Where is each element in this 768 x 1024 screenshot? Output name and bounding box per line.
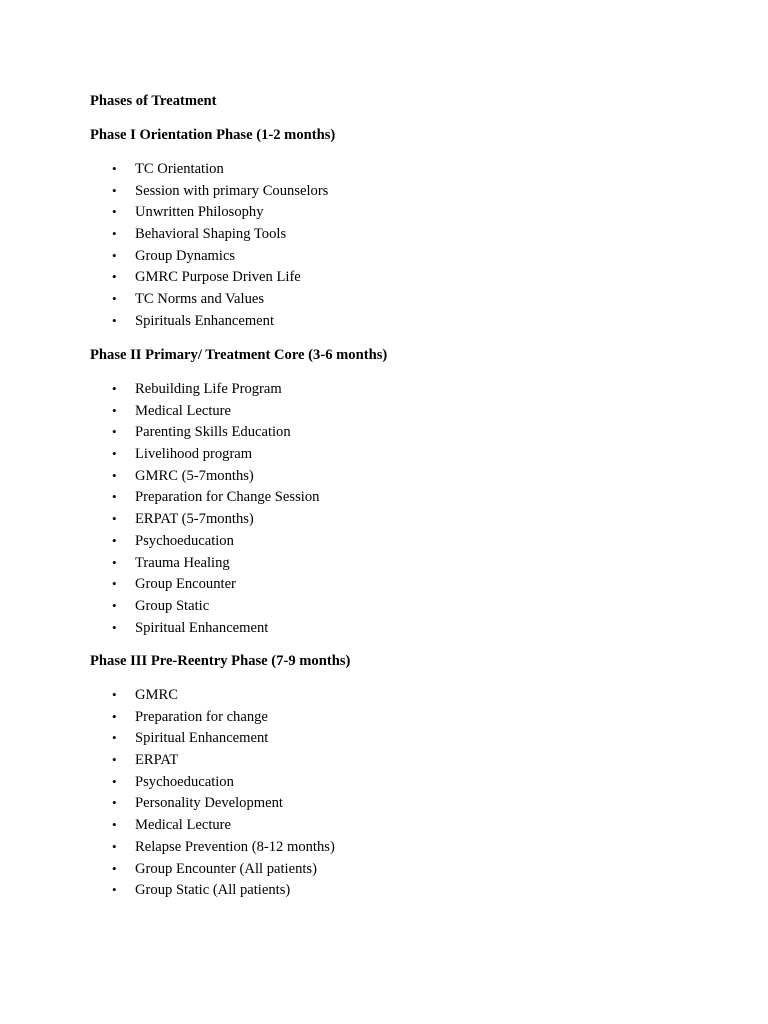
list-item-text: Trauma Healing: [135, 554, 230, 571]
bullet-icon: •: [112, 882, 117, 898]
bullet-icon: •: [112, 204, 117, 220]
list-item-text: Group Static: [135, 597, 210, 614]
bullet-icon: •: [112, 795, 117, 811]
list-item-text: Parenting Skills Education: [135, 424, 291, 441]
bullet-icon: •: [112, 708, 117, 724]
list-item-text: Spiritual Enhancement: [135, 730, 269, 747]
list-item-text: TC Norms and Values: [135, 291, 265, 308]
bullet-icon: •: [112, 532, 117, 548]
list-item-text: Psychoeducation: [135, 773, 234, 790]
list-item-text: Group Encounter (All patients): [135, 860, 317, 877]
list-item-text: TC Orientation: [135, 161, 224, 177]
list-item-text: Medical Lecture: [135, 817, 232, 834]
list-item-text: Preparation for Change Session: [135, 489, 320, 506]
bullet-icon: •: [112, 446, 117, 462]
list-item-text: Group Dynamics: [135, 247, 236, 264]
bullet-icon: •: [112, 838, 117, 854]
document-title: Phases of Treatment: [90, 93, 217, 109]
list-item-text: Psychoeducation: [135, 532, 234, 549]
bullet-icon: •: [112, 424, 117, 440]
list-item-text: Personality Development: [135, 795, 283, 812]
bullet-icon: •: [112, 161, 117, 176]
list-item-text: GMRC Purpose Driven Life: [135, 269, 301, 286]
bullet-icon: •: [112, 182, 117, 198]
bullet-icon: •: [112, 554, 117, 570]
bullet-icon: •: [112, 619, 117, 635]
bullet-icon: •: [112, 312, 117, 328]
bullet-icon: •: [112, 402, 117, 418]
bullet-icon: •: [112, 687, 117, 702]
bullet-icon: •: [112, 730, 117, 746]
list-item-text: Spirituals Enhancement: [135, 312, 275, 329]
bullet-icon: •: [112, 489, 117, 505]
bullet-icon: •: [112, 576, 117, 592]
bullet-icon: •: [112, 381, 117, 396]
bullet-icon: •: [112, 860, 117, 876]
list-item-text: Rebuilding Life Program: [135, 381, 282, 397]
list-item-text: GMRC (5-7months): [135, 467, 254, 484]
bullet-icon: •: [112, 467, 117, 483]
list-item-text: Session with primary Counselors: [135, 182, 329, 199]
list-item-text: Medical Lecture: [135, 402, 232, 419]
bullet-icon: •: [112, 817, 117, 833]
bullet-icon: •: [112, 511, 117, 527]
phase-2-heading: Phase II Primary/ Treatment Core (3-6 months): [90, 347, 388, 363]
list-item-text: Behavioral Shaping Tools: [135, 226, 287, 243]
list-item-text: Unwritten Philosophy: [135, 204, 264, 221]
list-item-text: Livelihood program: [135, 446, 253, 463]
bullet-icon: •: [112, 752, 117, 768]
phase-1-heading: Phase I Orientation Phase (1-2 months): [90, 127, 336, 143]
bullet-icon: •: [112, 269, 117, 285]
list-item-text: Group Static (All patients): [135, 882, 291, 899]
phase-3-heading: Phase III Pre-Reentry Phase (7-9 months): [90, 653, 351, 669]
list-item-text: GMRC: [135, 687, 178, 703]
bullet-icon: •: [112, 597, 117, 613]
bullet-icon: •: [112, 226, 117, 242]
bullet-icon: •: [112, 247, 117, 263]
list-item-text: Group Encounter: [135, 576, 236, 593]
bullet-icon: •: [112, 773, 117, 789]
bullet-icon: •: [112, 291, 117, 307]
list-item-text: Relapse Prevention (8-12 months): [135, 838, 335, 855]
list-item-text: ERPAT (5-7months): [135, 511, 254, 528]
list-item-text: ERPAT: [135, 752, 179, 769]
list-item-text: Preparation for change: [135, 708, 268, 725]
list-item-text: Spiritual Enhancement: [135, 619, 269, 636]
